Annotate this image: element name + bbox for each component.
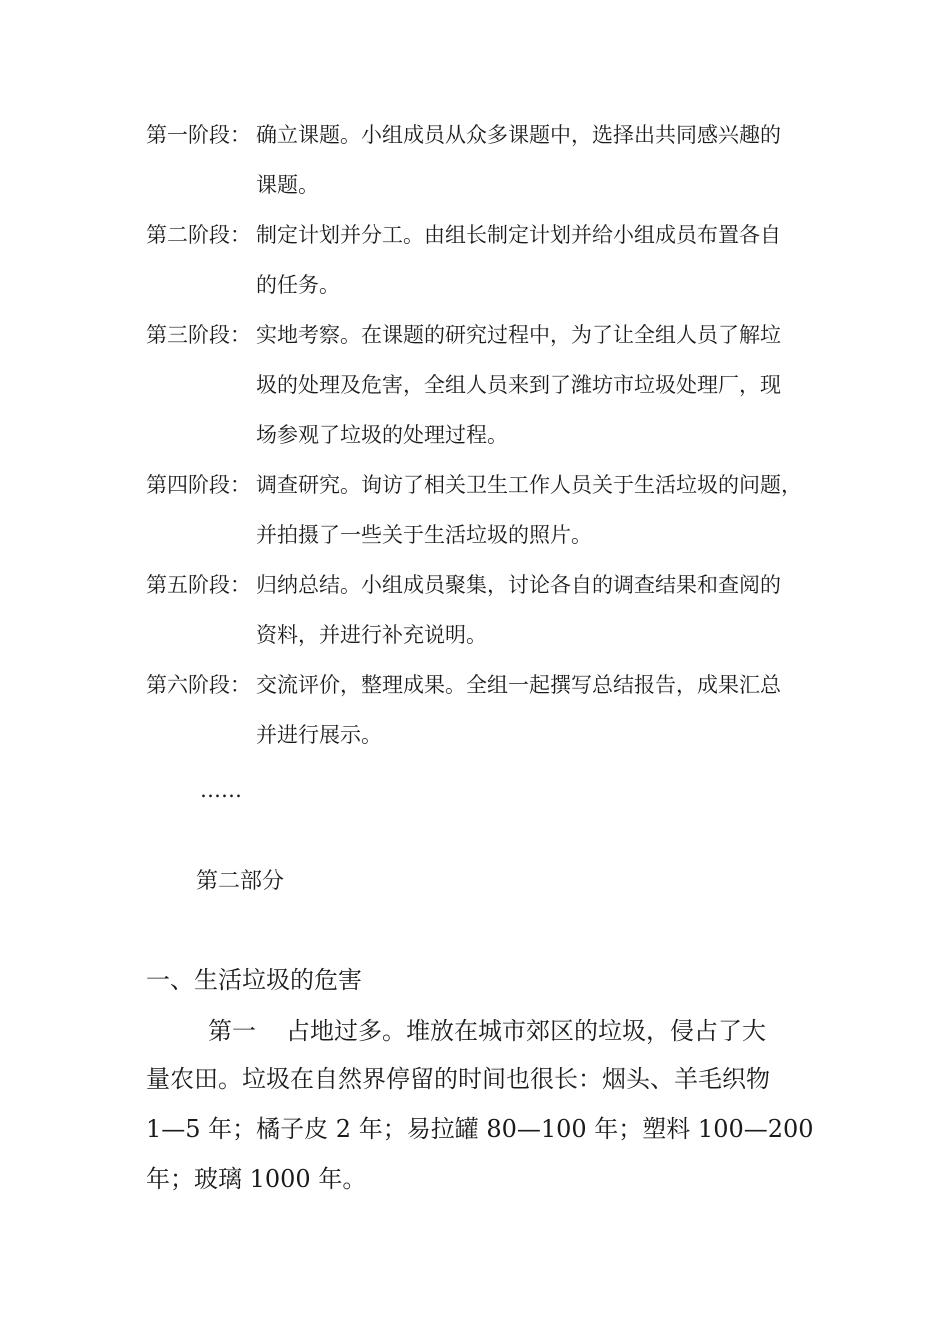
stage-text-continued: 课题。 xyxy=(256,173,319,197)
stage-5 xyxy=(146,560,836,660)
stage-label: 第五阶段： xyxy=(146,573,251,597)
stage-text-continued: 圾的处理及危害，全组人员来到了潍坊市垃圾处理厂，现 xyxy=(256,373,781,397)
stage-label: 第一阶段： xyxy=(146,123,251,147)
paragraph-line xyxy=(146,1008,836,1054)
stage-text-continued: 并拍摄了一些关于生活垃圾的照片。 xyxy=(256,523,592,547)
paragraph-line: 年；玻璃 1000 年。 xyxy=(146,1165,367,1193)
stage-2 xyxy=(146,210,836,310)
stage-text: 制定计划并分工。由组长制定计划并给小组成员布置各自 xyxy=(256,223,781,247)
stage-text-continued: 场参观了垃圾的处理过程。 xyxy=(256,423,508,447)
paragraph-text: 占地过多。堆放在城市郊区的垃圾，侵占了大 xyxy=(286,1017,766,1045)
stage-1 xyxy=(146,110,836,210)
stage-text: 归纳总结。小组成员聚集，讨论各自的调查结果和查阅的 xyxy=(256,573,781,597)
part-title: 第二部分 xyxy=(196,869,285,894)
paragraph-line: 1—5 年；橘子皮 2 年；易拉罐 80—100 年；塑料 100—200 xyxy=(146,1115,814,1143)
stage-4 xyxy=(146,460,836,560)
stage-text: 确立课题。小组成员从众多课题中，选择出共同感兴趣的 xyxy=(256,123,781,147)
stage-text: 实地考察。在课题的研究过程中，为了让全组人员了解垃 xyxy=(256,323,781,347)
stage-label: 第二阶段： xyxy=(146,223,251,247)
stage-6 xyxy=(146,660,836,760)
stage-text: 交流评价，整理成果。全组一起撰写总结报告，成果汇总 xyxy=(256,673,781,697)
stage-label: 第四阶段： xyxy=(146,473,251,497)
stage-text: 调查研究。询访了相关卫生工作人员关于生活垃圾的问题， xyxy=(256,473,802,497)
stage-text-continued: 并进行展示。 xyxy=(256,723,382,747)
ellipsis: …… xyxy=(200,778,242,802)
paragraph-lead: 第一 xyxy=(208,1017,256,1045)
stage-text-continued: 的任务。 xyxy=(256,273,340,297)
paragraph-line: 量农田。垃圾在自然界停留的时间也很长：烟头、羊毛织物 xyxy=(146,1065,770,1093)
stage-text-continued: 资料，并进行补充说明。 xyxy=(256,623,487,647)
stage-label: 第六阶段： xyxy=(146,673,251,697)
stage-3 xyxy=(146,310,836,460)
stage-label: 第三阶段： xyxy=(146,323,251,347)
section-heading: 一、生活垃圾的危害 xyxy=(146,966,362,994)
